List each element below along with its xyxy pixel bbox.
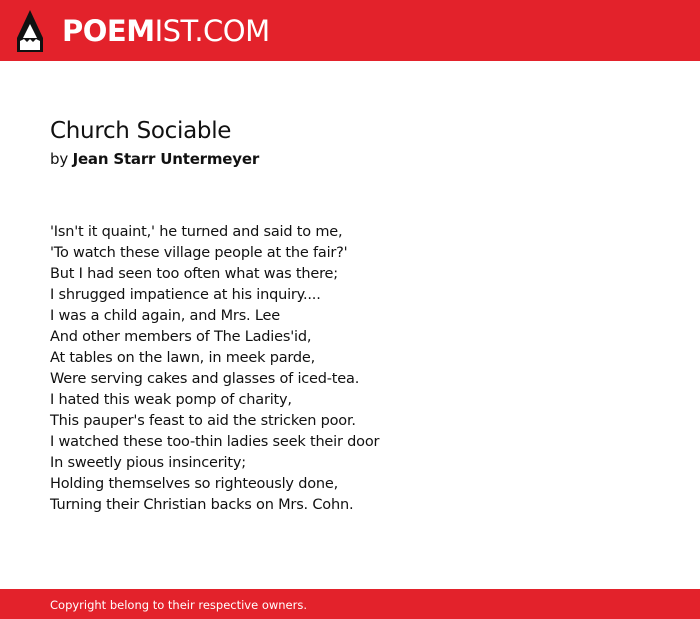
brand-bold-text: POEM	[62, 14, 155, 48]
poem-line: 'To watch these village people at the fair?'	[50, 245, 348, 261]
poem-line: I was a child again, and Mrs. Lee	[50, 308, 280, 324]
site-header	[0, 0, 700, 61]
poem-line: But I had seen too often what was there;	[50, 266, 338, 282]
poem-line: 'Isn't it quaint,' he turned and said to me,	[50, 224, 343, 240]
site-footer	[0, 589, 700, 619]
poem-line: I watched these too-thin ladies seek their door	[50, 434, 380, 450]
poem-byline	[50, 148, 670, 170]
poem-title: Church Sociable	[50, 118, 232, 144]
poem-content	[50, 115, 670, 516]
poem-line: Were serving cakes and glasses of iced-tea.	[50, 371, 360, 387]
poem-author: Jean Starr Untermeyer	[72, 150, 260, 168]
poem-line: At tables on the lawn, in meek parde,	[50, 350, 316, 366]
poem-body	[50, 222, 670, 516]
poem-line: And other members of The Ladies'id,	[50, 329, 312, 345]
poem-line: Turning their Christian backs on Mrs. Cohn.	[50, 497, 354, 513]
poem-line: In sweetly pious insincerity;	[50, 455, 246, 471]
pencil-icon[interactable]	[17, 10, 43, 52]
poem-line: This pauper's feast to aid the stricken poor.	[50, 413, 356, 429]
poem-line: I hated this weak pomp of charity,	[50, 392, 292, 408]
poem-line: Holding themselves so righteously done,	[50, 476, 338, 492]
poem-line: I shrugged impatience at his inquiry....	[50, 287, 321, 303]
brand-light-text: IST.COM	[154, 14, 270, 48]
byline-prefix: by	[50, 150, 68, 168]
site-brand[interactable]	[62, 11, 270, 51]
copyright-text: Copyright belong to their respective owners.	[50, 598, 308, 612]
